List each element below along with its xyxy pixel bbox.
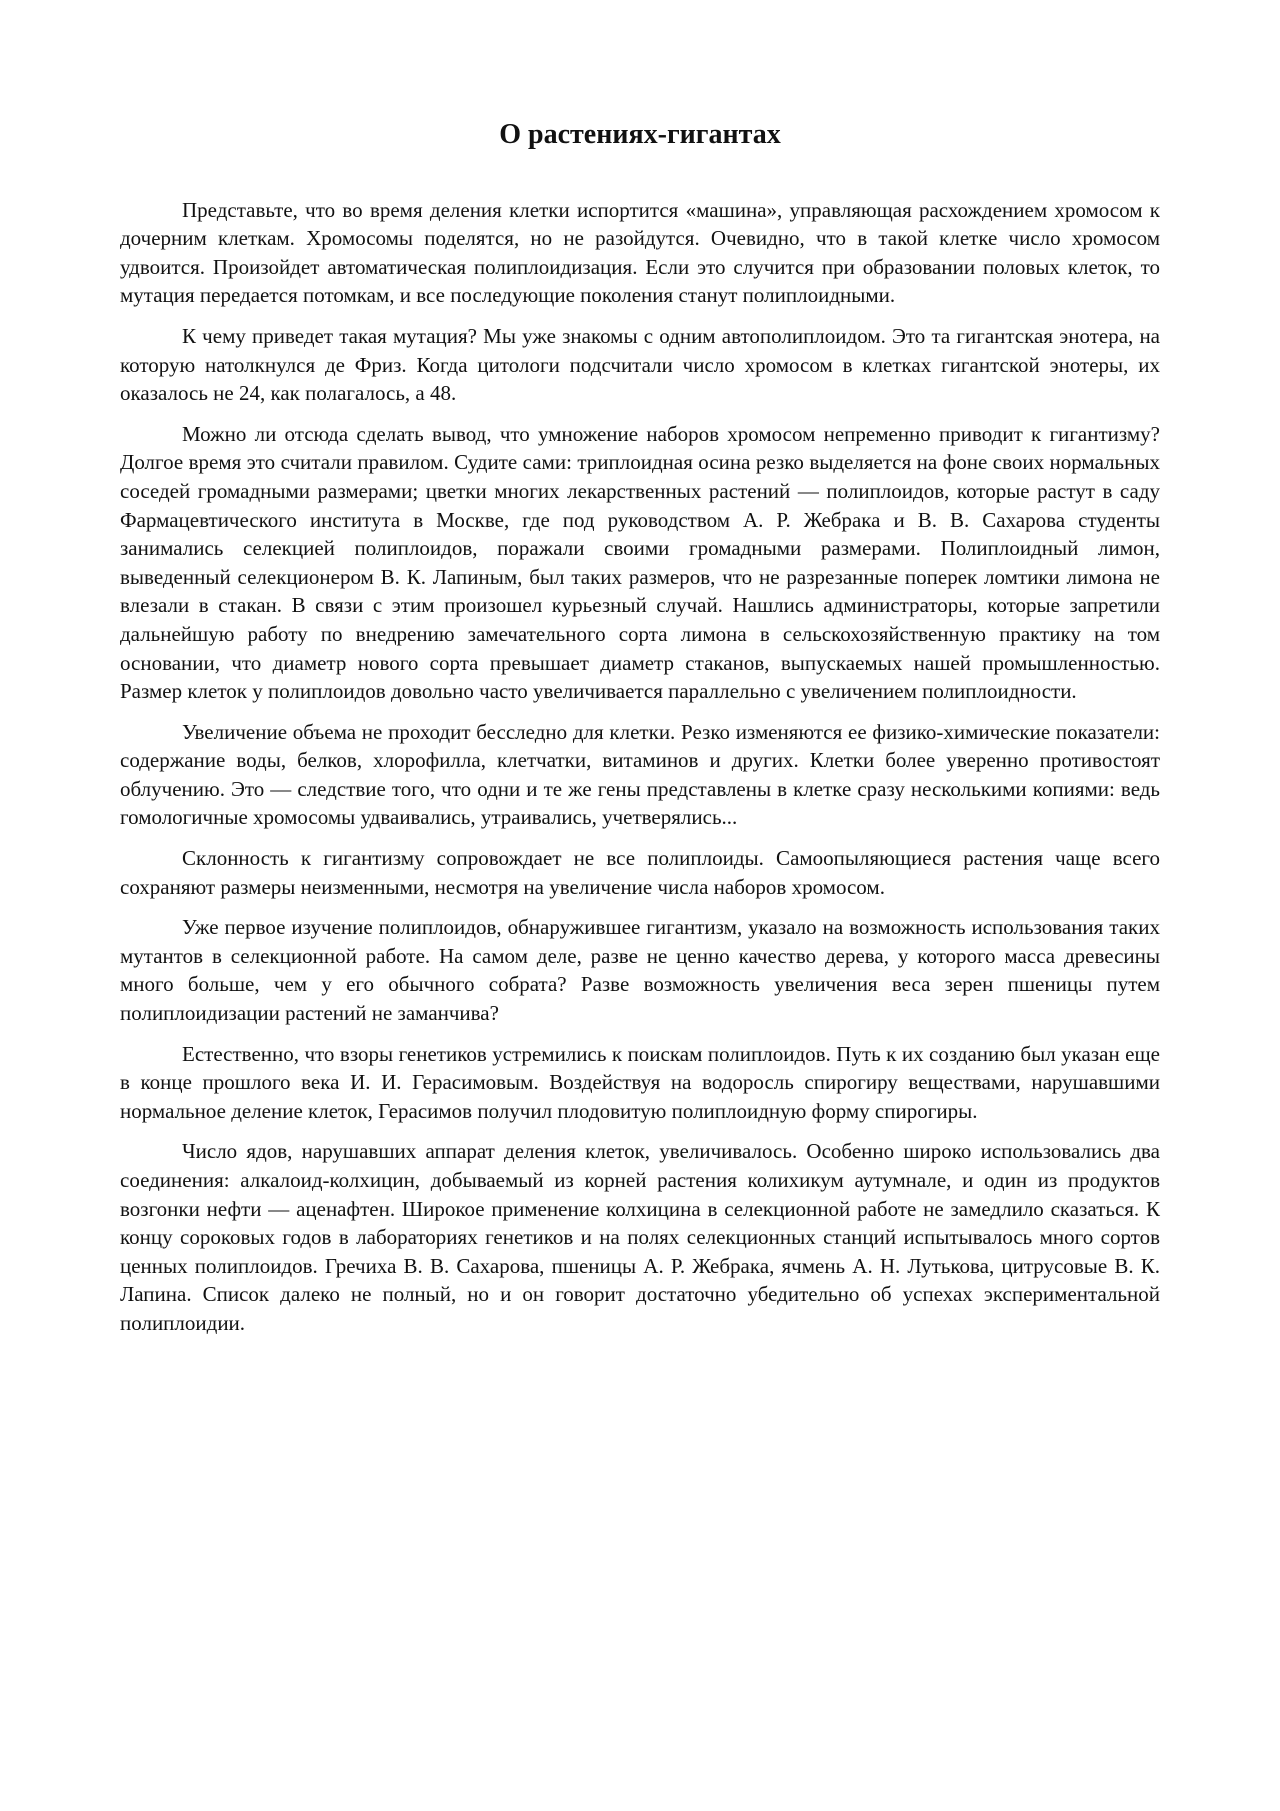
paragraph: К чему приведет такая мутация? Мы уже знакомы с одним автополиплоидом. Это та гигантская энотера, на которую натолкнулся де Фриз. Когда цитологи подсчитали число хромосом в клетках гигантской энотеры, их оказалось не 24, как полагалось, а 48. [120, 323, 1160, 406]
paragraph: Представьте, что во время деления клетки испортится «машина», управляющая расхождением хромосом к дочерним клеткам. Хромосомы поделятся, но не разойдутся. Очевидно, что в такой клетке число хромосом удвоится. Произойдет автоматическая полиплоидизация. Если это случится при образовании половых клеток, то мутация передается потомкам, и все последующие поколения станут полиплоидными. [120, 197, 1160, 308]
paragraph: Число ядов, нарушавших аппарат деления клеток, увеличивалось. Особенно широко использовались два соединения: алкалоид-колхицин, добываемый из корней растения колихикум аутумнале, и один из продуктов возгонки нефти — аценафтен. Широкое применение колхицина в селекционной работе не замедлило сказаться. К концу сороковых годов в лабораториях генетиков и на полях селекционных станций испытывалось много сортов ценных полиплоидов. Гречиха В. В. Сахарова, пшеницы А. Р. Жебрака, ячмень А. Н. Лутькова, цитрусовые В. К. Лапина. Список далеко не полный, но и он говорит достаточно убедительно об успехах экспериментальной полиплоидии. [120, 1139, 1160, 1335]
paragraph: Можно ли отсюда сделать вывод, что умножение наборов хромосом непременно приводит к гигантизму? Долгое время это считали правилом. Судите сами: триплоидная осина резко выделяется на фоне своих нормальных соседей громадными размерами; цветки многих лекарственных растений — полиплоидов, которые растут в саду Фармацевтического института в Москве, где под руководством А. Р. Жебрака и В. В. Сахарова студенты занимались селекцией полиплоидов, поражали своими громадными размерами. Полиплоидный лимон, выведенный селекционером В. К. Лапиным, был таких размеров, что не разрезанные поперек ломтики лимона не влезали в стакан. В связи с этим произошел курьезный случай. Нашлись администраторы, которые запретили дальнейшую работу по внедрению замечательного сорта лимона в сельскохозяйственную практику на том основании, что диаметр нового сорта превышает диаметр стаканов, выпускаемых нашей промышленностью. Размер клеток у полиплоидов довольно часто увеличивается параллельно с увеличением полиплоидности. [120, 421, 1160, 704]
paragraph: Увеличение объема не проходит бесследно для клетки. Резко изменяются ее физико-химические показатели: содержание воды, белков, хлорофилла, клетчатки, витаминов и других. Клетки более уверенно противостоят облучению. Это — следствие того, что одни и те же гены представлены в клетке сразу несколькими копиями: ведь гомологичные хромосомы удваивались, утраивались, учетверялись... [120, 719, 1160, 830]
paragraph: Склонность к гигантизму сопровождает не все полиплоиды. Самоопыляющиеся растения чаще всего сохраняют размеры неизменными, несмотря на увеличение числа наборов хромосом. [120, 846, 1160, 899]
page-title: О растениях-гигантах [499, 119, 781, 150]
paragraph: Уже первое изучение полиплоидов, обнаружившее гигантизм, указало на возможность использования таких мутантов в селекционной работе. На самом деле, разве не ценно качество дерева, у которого масса древесины много больше, чем у его обычного собрата? Разве возможность увеличения веса зерен пшеницы путем полиплоидизации растений не заманчива? [120, 915, 1160, 1026]
paragraph: Естественно, что взоры генетиков устремились к поискам полиплоидов. Путь к их созданию был указан еще в конце прошлого века И. И. Герасимовым. Воздействуя на водоросль спирогиру веществами, нарушавшими нормальное деление клеток, Герасимов получил плодовитую полиплоидную форму спирогиры. [120, 1041, 1160, 1123]
document-body [120, 118, 1160, 1350]
